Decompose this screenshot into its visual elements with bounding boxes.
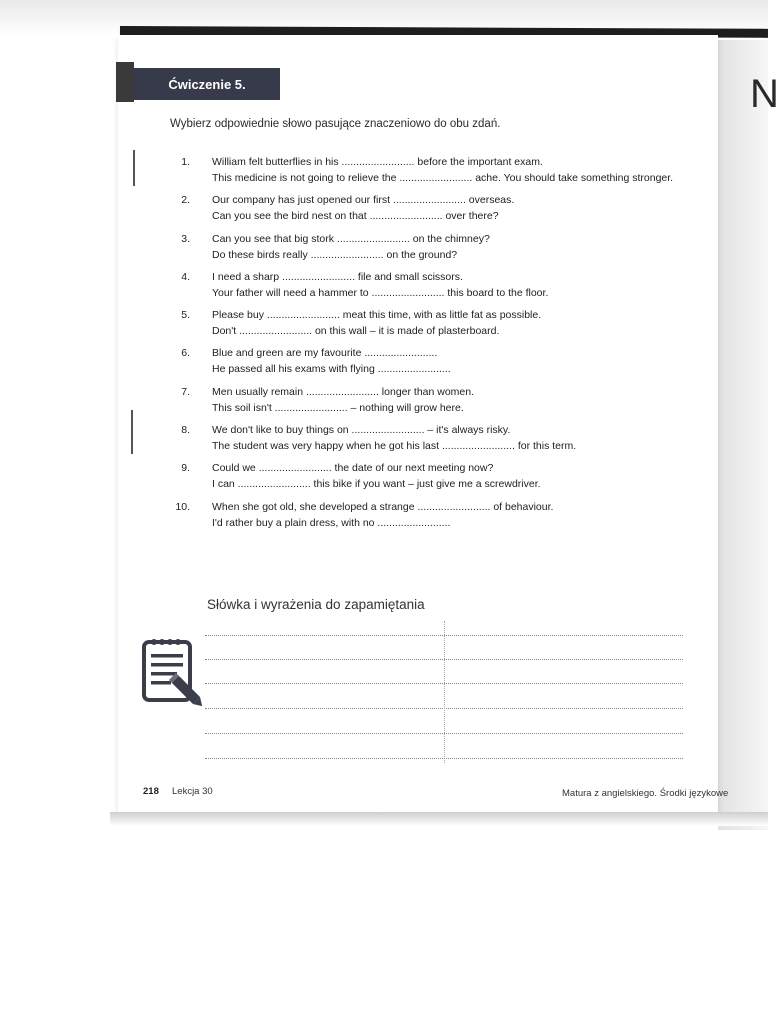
item-sentence-1: When she got old, she developed a strange ......................... of behaviour. xyxy=(212,500,554,513)
item-number: 9. xyxy=(181,462,190,475)
item-number: 6. xyxy=(181,347,190,360)
item-sentence-1: We don't like to buy things on ......................... – it's always risky. xyxy=(212,424,511,437)
adjacent-page-letter: N xyxy=(750,72,779,116)
adjacent-page-edge xyxy=(718,40,768,830)
page-number: 218 xyxy=(143,786,159,797)
exercise-item xyxy=(170,424,710,462)
exercise-instruction: Wybierz odpowiednie słowo pasujące znaczeniowo do obu zdań. xyxy=(170,118,501,130)
exercise-item xyxy=(170,233,710,271)
exercise-item xyxy=(170,462,710,500)
vocab-writing-lines xyxy=(205,621,683,766)
item-number: 10. xyxy=(175,500,190,513)
item-sentence-2: Can you see the bird nest on that ......................... over there? xyxy=(212,210,499,223)
item-sentence-2: The student was very happy when he got his last ......................... for this term. xyxy=(212,440,577,453)
item-number: 5. xyxy=(181,309,190,322)
item-number: 3. xyxy=(181,232,190,245)
exercise-item xyxy=(170,386,710,424)
item-sentence-1: I need a sharp ......................... file and small scissors. xyxy=(212,270,463,283)
page-bottom-shadow xyxy=(110,812,768,826)
item-sentence-2: I can ......................... this bike if you want – just give me a screwdriver. xyxy=(212,478,541,491)
item-sentence-2: I'd rather buy a plain dress, with no ......................... xyxy=(212,516,451,529)
book-title: Matura z angielskiego. Środki językowe xyxy=(562,788,729,799)
item-sentence-1: Our company has just opened our first ......................... overseas. xyxy=(212,194,515,207)
exercise-item xyxy=(170,309,710,347)
vocab-section-title: Słówka i wyrażenia do zapamiętania xyxy=(207,597,425,612)
notepad-pencil-icon xyxy=(140,636,212,708)
item-number: 2. xyxy=(181,194,190,207)
item-sentence-2: This medicine is not going to relieve the ......................... ache. You should take something stronger. xyxy=(212,172,674,184)
item-sentence-2: He passed all his exams with flying ......................... xyxy=(212,363,451,376)
exercise-item xyxy=(170,194,710,232)
exercise-item xyxy=(170,156,710,194)
margin-mark xyxy=(133,150,135,186)
margin-mark xyxy=(131,410,133,454)
exercise-item xyxy=(170,501,710,539)
item-sentence-1: Please buy ......................... meat this time, with as little fat as possible. xyxy=(212,309,542,322)
heading-tab-marker xyxy=(116,62,134,102)
column-divider xyxy=(444,621,445,763)
lesson-label: Lekcja 30 xyxy=(172,786,213,797)
item-sentence-2: Your father will need a hammer to ......................... this board to the floor. xyxy=(212,286,549,299)
item-sentence-1: Can you see that big stork ......................... on the chimney? xyxy=(212,232,490,245)
exercise-item xyxy=(170,271,710,309)
item-sentence-1: Could we ......................... the date of our next meeting now? xyxy=(212,462,494,475)
exercise-item xyxy=(170,347,710,385)
item-sentence-1: William felt butterflies in his ......................... before the important exam. xyxy=(212,156,543,168)
item-number: 1. xyxy=(181,156,190,168)
item-number: 4. xyxy=(181,270,190,283)
item-number: 8. xyxy=(181,424,190,437)
exercise-list xyxy=(170,156,710,539)
item-sentence-2: Don't ......................... on this wall – it is made of plasterboard. xyxy=(212,325,500,338)
item-sentence-1: Blue and green are my favourite ......................... xyxy=(212,347,438,360)
item-sentence-2: Do these birds really ......................... on the ground? xyxy=(212,248,458,261)
item-sentence-1: Men usually remain ......................... longer than women. xyxy=(212,385,475,398)
item-number: 7. xyxy=(181,385,190,398)
item-sentence-2: This soil isn't ......................... – nothing will grow here. xyxy=(212,401,464,414)
exercise-heading: Ćwiczenie 5. xyxy=(134,68,280,100)
